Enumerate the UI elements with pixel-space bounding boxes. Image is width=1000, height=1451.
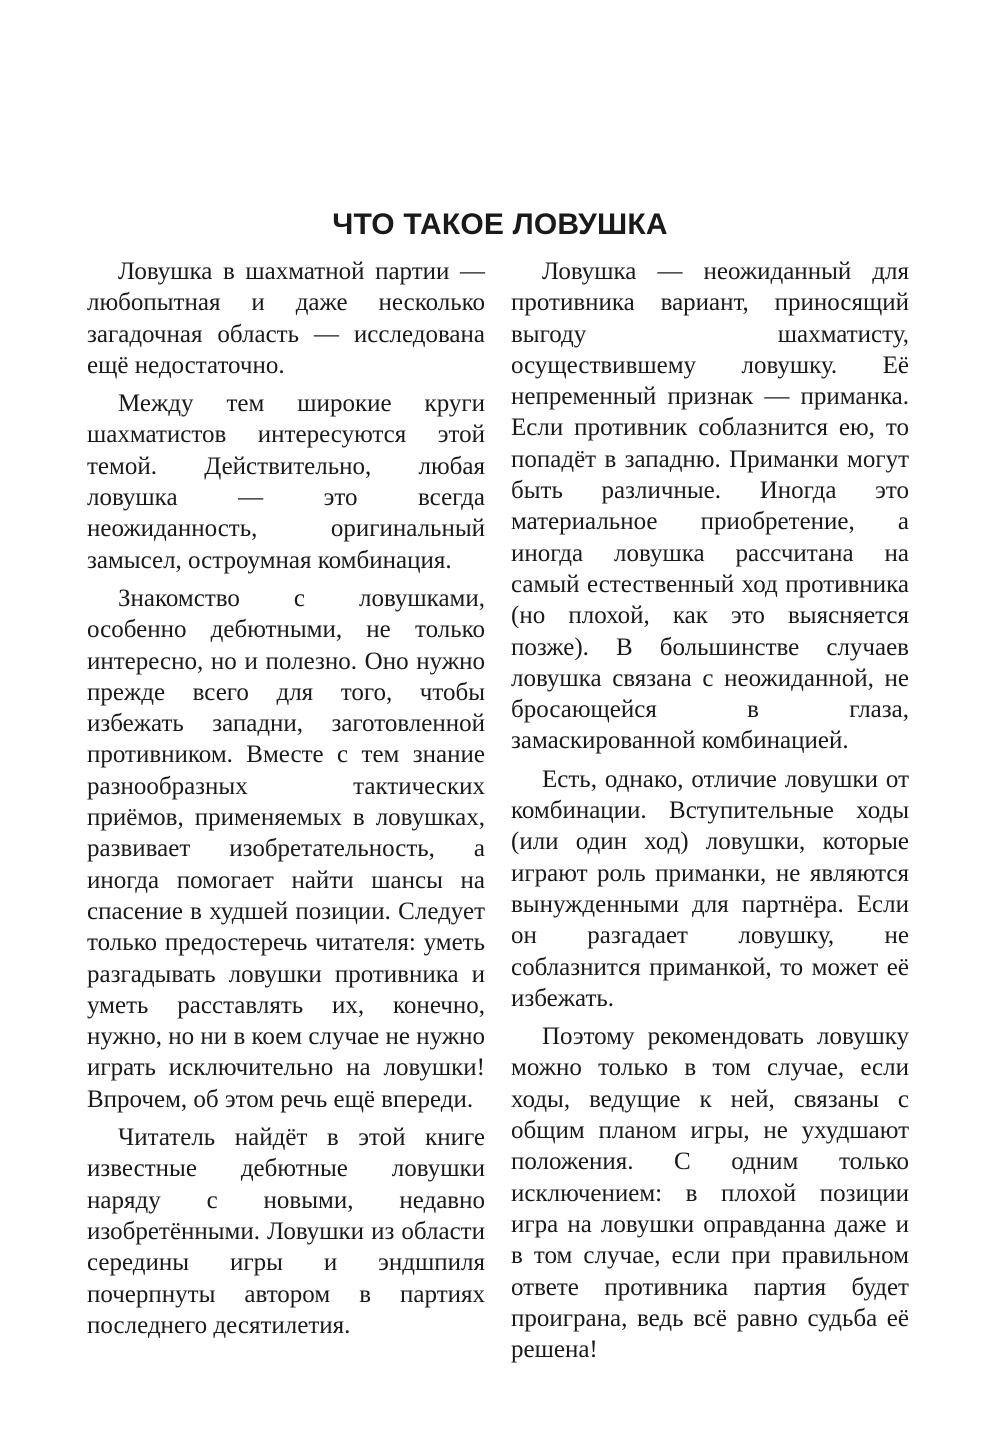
paragraph: Есть, однако, отличие ловушки от комбинации. Вступительные ходы (или один ход) ловушки, которые играют роль приманки, не являются вынужденными для партнёра. Если он разгадает ловушку, не соблазнится приманкой, то может её избежать. <box>511 765 909 1012</box>
paragraph: Между тем широкие круги шахматистов интересуются этой темой. Действительно, любая ловушка — это всегда неожиданность, оригинальный замысел, остроумная комбинация. <box>87 390 485 574</box>
left-column <box>87 256 485 1348</box>
chapter-title: ЧТО ТАКОЕ ЛОВУШКА <box>332 208 668 241</box>
right-column <box>511 256 909 1372</box>
paragraph: Ловушка — неожиданный для противника вариант, приносящий выгоду шахматисту, осуществившему ловушку. Её непременный признак — приманка. Если противник соблазнится ею, то попадёт в западню. Приманки могут быть различные. Иногда это материальное приобретение, а иногда ловушка рассчитана на самый естественный ход противника (но плохой, как это выясняется позже). В большинстве случаев ловушка связана с неожиданной, не бросающейся в глаза, замаскированной комбинацией. <box>511 258 909 755</box>
paragraph: Поэтому рекомендовать ловушку можно только в том случае, если ходы, ведущие к ней, связаны с общим планом игры, не ухудшают положения. С одним только исключением: в плохой позиции игра на ловушки оправданна даже и в том случае, если при правильном ответе противника партия будет проиграна, ведь всё равно судьба её решена! <box>511 1023 909 1364</box>
paragraph: Ловушка в шахматной партии — любопытная и даже несколько загадочная область — исследована ещё недостаточно. <box>87 258 485 379</box>
paragraph: Знакомство с ловушками, особенно дебютными, не только интересно, но и полезно. Оно нужно прежде всего для того, чтобы избежать западни, заготовленной противником. Вместе с тем знание разнообразных тактических приёмов, применяемых в ловушках, развивает изобретательность, а иногда помогает найти шансы на спасение в худшей позиции. Следует только предостеречь читателя: уметь разгадывать ловушки противника и уметь расставлять их, конечно, нужно, но ни в коем случае не нужно играть исключительно на ловушки! Впрочем, об этом речь ещё впереди. <box>87 584 485 1113</box>
paragraph: Читатель найдёт в этой книге известные дебютные ловушки наряду с новыми, недавно изобретёнными. Ловушки из области середины игры и эндшпиля почерпнуты автором в партиях последнего десятилетия. <box>87 1124 485 1339</box>
